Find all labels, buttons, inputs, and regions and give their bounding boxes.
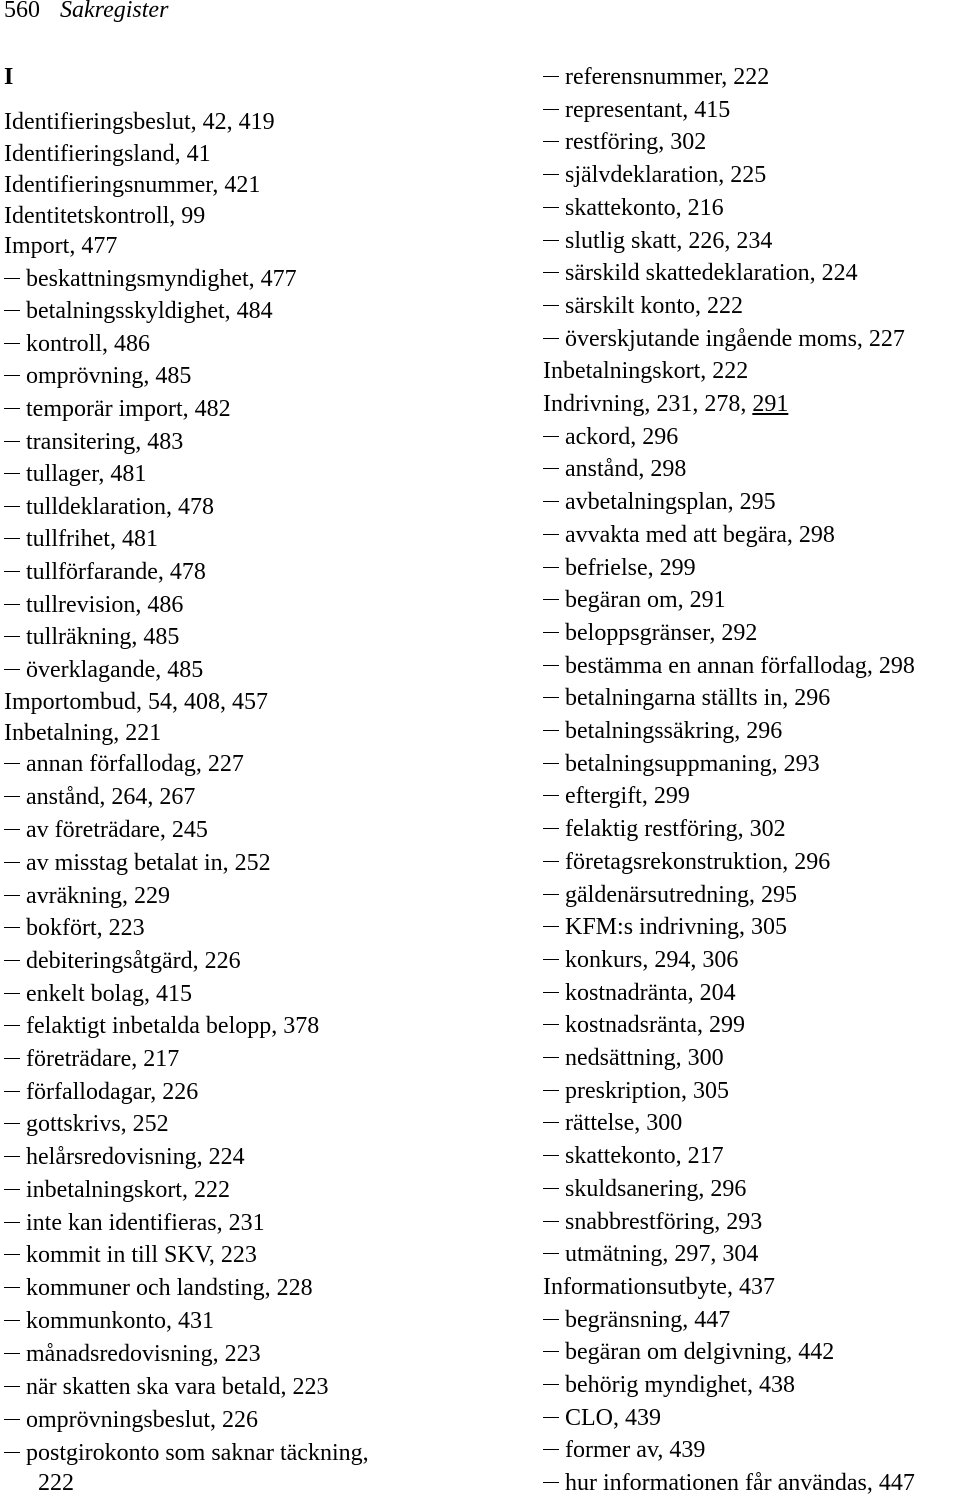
entry-text: månadsredovisning, 223 [26,1341,261,1367]
index-subentry [4,427,183,457]
entry-text: slutlig skatt, 226, 234 [565,228,773,254]
entry-text: självdeklaration, 225 [565,162,767,188]
index-subentry [543,553,696,583]
index-subentry [4,848,271,878]
index-subentry [543,1403,661,1433]
index-subentry [543,520,835,550]
entry-text: felaktigt inbetalda belopp, 378 [26,1013,320,1039]
index-subentry [543,487,776,517]
entry-text: överskjutande ingående moms, 227 [565,326,905,352]
index-subentry [543,978,736,1008]
entry-text: helårsredovisning, 224 [26,1144,245,1170]
index-subentry [543,1239,758,1269]
index-subentry [543,847,830,877]
entry-text: Identitetskontroll, 99 [4,203,206,229]
index-subentry [4,394,231,424]
index-subentry [4,1011,319,1041]
entry-text: Inbetalning, 221 [4,720,162,746]
entry-text: representant, 415 [565,97,731,123]
entry-text: Inbetalningskort, 222 [543,358,749,384]
entry-text: Importombud, 54, 408, 457 [4,689,268,715]
entry-text: överklagande, 485 [26,657,204,683]
entry-text: tullräkning, 485 [26,624,180,650]
entry-text: begränsning, 447 [565,1307,731,1333]
entry-text: transitering, 483 [26,429,184,455]
index-subentry [4,1405,258,1435]
index-entry [543,389,788,419]
entry-text: Informationsutbyte, 437 [543,1274,775,1300]
entry-text: snabbrestföring, 293 [565,1209,763,1235]
entry-text: Identifieringsbeslut, 42, 419 [4,109,275,135]
entry-text: särskilt konto, 222 [565,293,743,319]
entry-text: tullförfarande, 478 [26,559,206,585]
index-subentry [4,590,183,620]
index-subentry [543,651,915,681]
entry-text: tullfrihet, 481 [26,526,158,552]
entry-text: när skatten ska vara betald, 223 [26,1374,329,1400]
entry-text: betalningsuppmaning, 293 [565,751,820,777]
index-entry [4,201,205,231]
entry-text: KFM:s indrivning, 305 [565,914,788,940]
index-subentry [4,1142,245,1172]
entry-text: skattekonto, 217 [565,1143,724,1169]
index-entry [4,231,117,261]
entry-underlined-page: 291 [752,391,789,417]
entry-text: restföring, 302 [565,129,707,155]
entry-text: inte kan identifieras, 231 [26,1210,265,1236]
entry-text: skuldsanering, 296 [565,1176,747,1202]
entry-text: konkurs, 294, 306 [565,947,739,973]
index-subentry [543,1043,724,1073]
entry-text: referensnummer, 222 [565,64,770,90]
index-subentry [4,1438,369,1468]
index-subentry [543,618,757,648]
index-subentry [543,1435,705,1465]
entry-text: tullrevision, 486 [26,592,184,618]
index-entry [543,356,748,386]
entry-text: utmätning, 297, 304 [565,1241,759,1267]
entry-text: omprövningsbeslut, 226 [26,1407,258,1433]
entry-text: enkelt bolag, 415 [26,981,192,1007]
index-subentry [543,1337,834,1367]
section-letter [4,62,13,92]
entry-text: bestämma en annan förfallodag, 298 [565,653,915,679]
entry-text: anstånd, 298 [565,456,687,482]
entry-text: avbetalningsplan, 295 [565,489,776,515]
page-header [4,0,168,26]
index-entry [4,139,211,169]
index-subentry [543,62,769,92]
index-subentry [543,1010,745,1040]
entry-text: gäldenärsutredning, 295 [565,882,797,908]
entry-text: skattekonto, 216 [565,195,724,221]
index-entry [4,687,268,717]
index-subentry [543,1076,729,1106]
index-subentry [4,459,146,489]
index-subentry [543,160,766,190]
index-subentry [543,291,743,321]
index-subentry [543,814,786,844]
entry-text: avräkning, 229 [26,883,170,909]
index-entry [4,718,161,748]
index-subentry [543,454,686,484]
index-subentry [543,1174,746,1204]
entry-text: förfallodagar, 226 [26,1079,199,1105]
index-subentry [4,1109,169,1139]
index-subentry [4,1077,198,1107]
index-subentry [543,1305,730,1335]
entry-text: av misstag betalat in, 252 [26,850,271,876]
entry-text: gottskrivs, 252 [26,1111,169,1137]
entry-text: 222 [38,1470,74,1496]
entry-text: befrielse, 299 [565,555,696,581]
index-subentry [4,264,297,294]
index-entry [543,1272,775,1302]
index-subentry [4,913,145,943]
entry-text: tullager, 481 [26,461,147,487]
index-subentry [4,1175,230,1205]
entry-text: inbetalningskort, 222 [26,1177,230,1203]
entry-text: hur informationen får användas, 447 [565,1470,915,1496]
index-subentry [543,193,724,223]
entry-text: temporär import, 482 [26,396,231,422]
entry-text: betalningarna ställts in, 296 [565,685,831,711]
entry-text: betalningssäkring, 296 [565,718,783,744]
index-entry [4,170,260,200]
entry-text: annan förfallodag, 227 [26,751,244,777]
entry-text: CLO, 439 [565,1405,661,1431]
index-entry [4,107,275,137]
index-subentry [4,1372,329,1402]
entry-text: av företrädare, 245 [26,817,208,843]
entry-text: I [4,64,14,90]
index-subentry [4,524,158,554]
index-subentry [4,1240,257,1270]
index-subentry [543,1370,795,1400]
entry-text: preskription, 305 [565,1078,729,1104]
index-subentry [543,1141,724,1171]
entry-text: felaktig restföring, 302 [565,816,786,842]
entry-text: kommuner och landsting, 228 [26,1275,313,1301]
entry-text: rättelse, 300 [565,1110,683,1136]
index-subentry [543,912,787,942]
index-subentry [543,945,738,975]
index-subentry [543,226,772,256]
index-subentry [543,324,905,354]
index-subentry [4,361,191,391]
index-subentry [4,296,273,326]
entry-text: nedsättning, 300 [565,1045,724,1071]
entry-text: särskild skattedeklaration, 224 [565,260,858,286]
entry-text: bokfört, 223 [26,915,145,941]
entry-text: former av, 439 [565,1437,706,1463]
index-subentry [4,557,206,587]
index-subentry [543,127,706,157]
entry-text: kostnadränta, 204 [565,980,736,1006]
entry-text: kontroll, 486 [26,331,150,357]
entry-text: debiteringsåtgärd, 226 [26,948,241,974]
index-subentry [4,749,244,779]
entry-text: Indrivning, 231, 278, [543,391,753,417]
index-subentry [543,781,690,811]
index-subentry [4,1044,179,1074]
index-subentry [4,782,195,812]
index-subentry [543,258,858,288]
entry-text: omprövning, 485 [26,363,192,389]
entry-text: postgirokonto som saknar täckning, [26,1440,369,1466]
entry-text: betalningsskyldighet, 484 [26,298,273,324]
entry-text: Import, 477 [4,233,118,259]
entry-text: anstånd, 264, 267 [26,784,196,810]
index-subentry [4,1273,313,1303]
entry-text: kostnadsränta, 299 [565,1012,745,1038]
entry-text: företagsrekonstruktion, 296 [565,849,831,875]
index-subentry [543,95,730,125]
index-subentry [543,716,782,746]
index-subentry [543,749,820,779]
entry-text: avvakta med att begära, 298 [565,522,835,548]
page-title: Sakregister [60,0,169,23]
index-subentry [4,1208,265,1238]
entry-text: företrädare, 217 [26,1046,180,1072]
index-subentry [543,683,830,713]
index-subentry [4,329,150,359]
entry-text: kommunkonto, 431 [26,1308,215,1334]
index-subentry [4,946,241,976]
entry-text: Identifieringsland, 41 [4,141,211,167]
index-subentry [4,655,203,685]
index-subentry [4,1339,261,1369]
entry-text: behörig myndighet, 438 [565,1372,795,1398]
index-subentry [543,585,726,615]
entry-text: beloppsgränser, 292 [565,620,758,646]
index-subentry [543,880,797,910]
entry-text: beskattningsmyndighet, 477 [26,266,297,292]
index-subentry [543,1108,682,1138]
entry-text: Identifieringsnummer, 421 [4,172,261,198]
entry-text: kommit in till SKV, 223 [26,1242,257,1268]
entry-text: eftergift, 299 [565,783,690,809]
index-subentry [543,422,678,452]
index-subentry [4,979,192,1009]
entry-text: begäran om delgivning, 442 [565,1339,835,1365]
index-subentry [543,1207,762,1237]
index-subentry [4,881,170,911]
index-subentry [4,815,208,845]
index-subentry [4,1306,214,1336]
page-number: 560 [4,0,40,23]
index-subentry [4,492,214,522]
index-subentry [4,622,179,652]
entry-text: tulldeklaration, 478 [26,494,214,520]
entry-text: ackord, 296 [565,424,679,450]
entry-text: begäran om, 291 [565,587,726,613]
